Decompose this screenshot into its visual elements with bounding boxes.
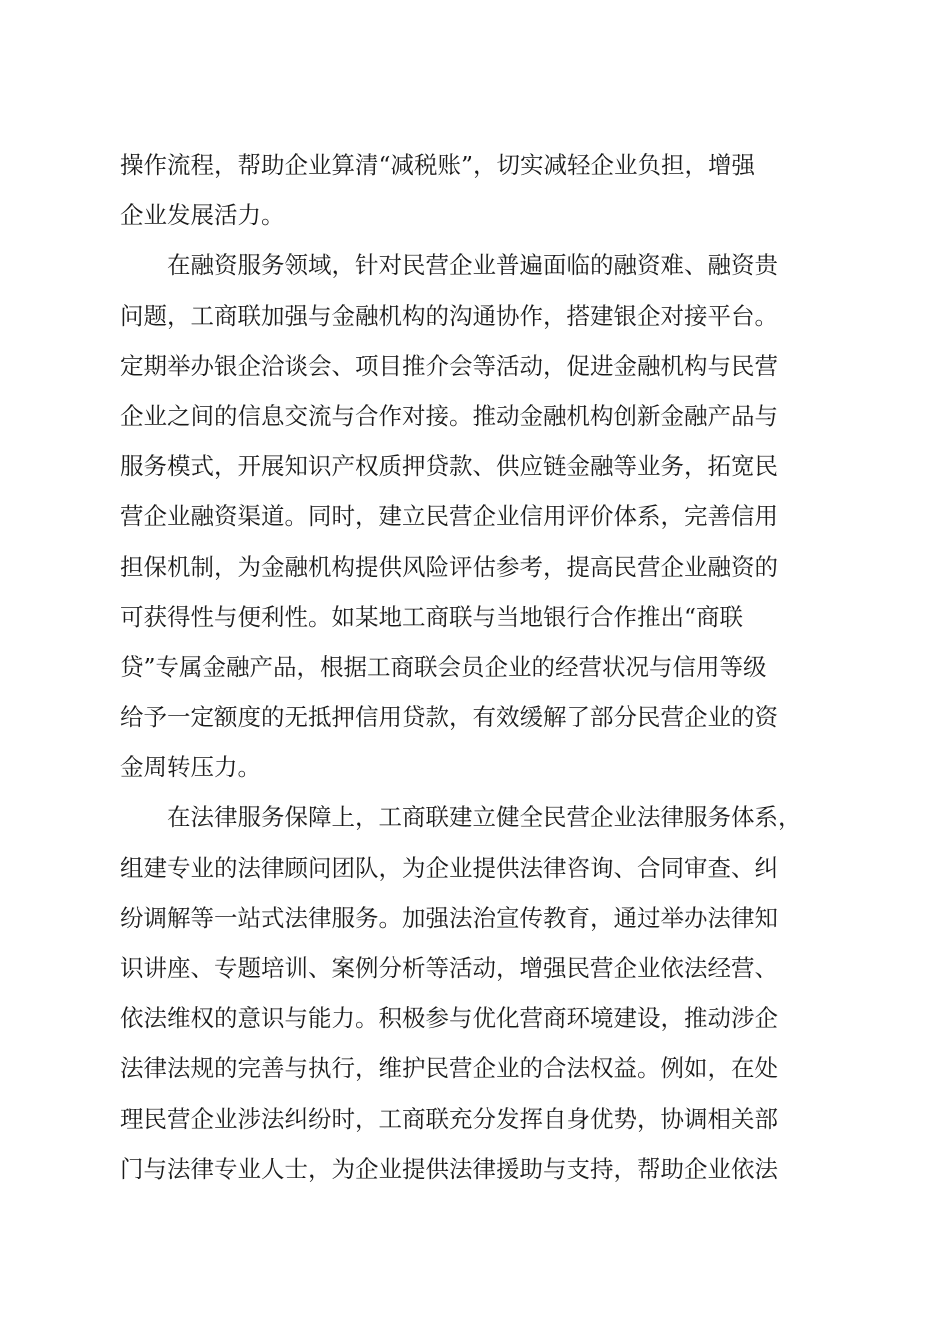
text-line: 门与法律专业人士，为企业提供法律援助与支持，帮助企业依法: [120, 1154, 778, 1183]
text-line: 法律法规的完善与执行，维护民营企业的合法权益。例如，在处: [120, 1054, 778, 1083]
paragraph: [120, 140, 840, 240]
text-line: 金周转压力。: [120, 753, 261, 782]
text-line: 企业发展活力。: [120, 201, 285, 230]
text-line: 识讲座、专题培训、案例分析等活动，增强民营企业依法经营、: [120, 954, 778, 982]
text-line: 可获得性与便利性。如某地工商联与当地银行合作推出“商联: [120, 602, 744, 631]
text-line: 企业之间的信息交流与合作对接。推动金融机构创新金融产品与: [120, 401, 778, 430]
document-body: [120, 140, 840, 1194]
text-line: 在法律服务保障上，工商联建立健全民营企业法律服务体系，: [167, 803, 802, 832]
text-line: 营企业融资渠道。同时，建立民营企业信用评价体系，完善信用: [120, 502, 778, 531]
text-line: 理民营企业涉法纠纷时，工商联充分发挥自身优势，协调相关部: [120, 1104, 778, 1133]
text-line: 纷调解等一站式法律服务。加强法治宣传教育，通过举办法律知: [120, 903, 778, 932]
text-line: 依法维权的意识与能力。积极参与优化营商环境建设，推动涉企: [120, 1004, 778, 1033]
text-line: 贷”专属金融产品，根据工商联会员企业的经营状况与信用等级: [120, 652, 767, 681]
paragraph: [120, 792, 840, 1194]
text-line: 给予一定额度的无抵押信用贷款，有效缓解了部分民营企业的资: [120, 703, 778, 732]
text-line: 操作流程，帮助企业算清“减税账”，切实减轻企业负担，增强: [120, 151, 756, 179]
text-line: 担保机制，为金融机构提供风险评估参考，提高民营企业融资的: [120, 552, 778, 581]
paragraph: [120, 240, 840, 792]
text-line: 定期举办银企洽谈会、项目推介会等活动，促进金融机构与民营: [120, 351, 778, 380]
text-line: 在融资服务领域，针对民营企业普遍面临的融资难、融资贵: [167, 251, 778, 280]
text-line: 服务模式，开展知识产权质押贷款、供应链金融等业务，拓宽民: [120, 452, 778, 481]
text-line: 问题，工商联加强与金融机构的沟通协作，搭建银企对接平台。: [120, 301, 778, 330]
text-line: 组建专业的法律顾问团队，为企业提供法律咨询、合同审查、纠: [120, 853, 778, 882]
